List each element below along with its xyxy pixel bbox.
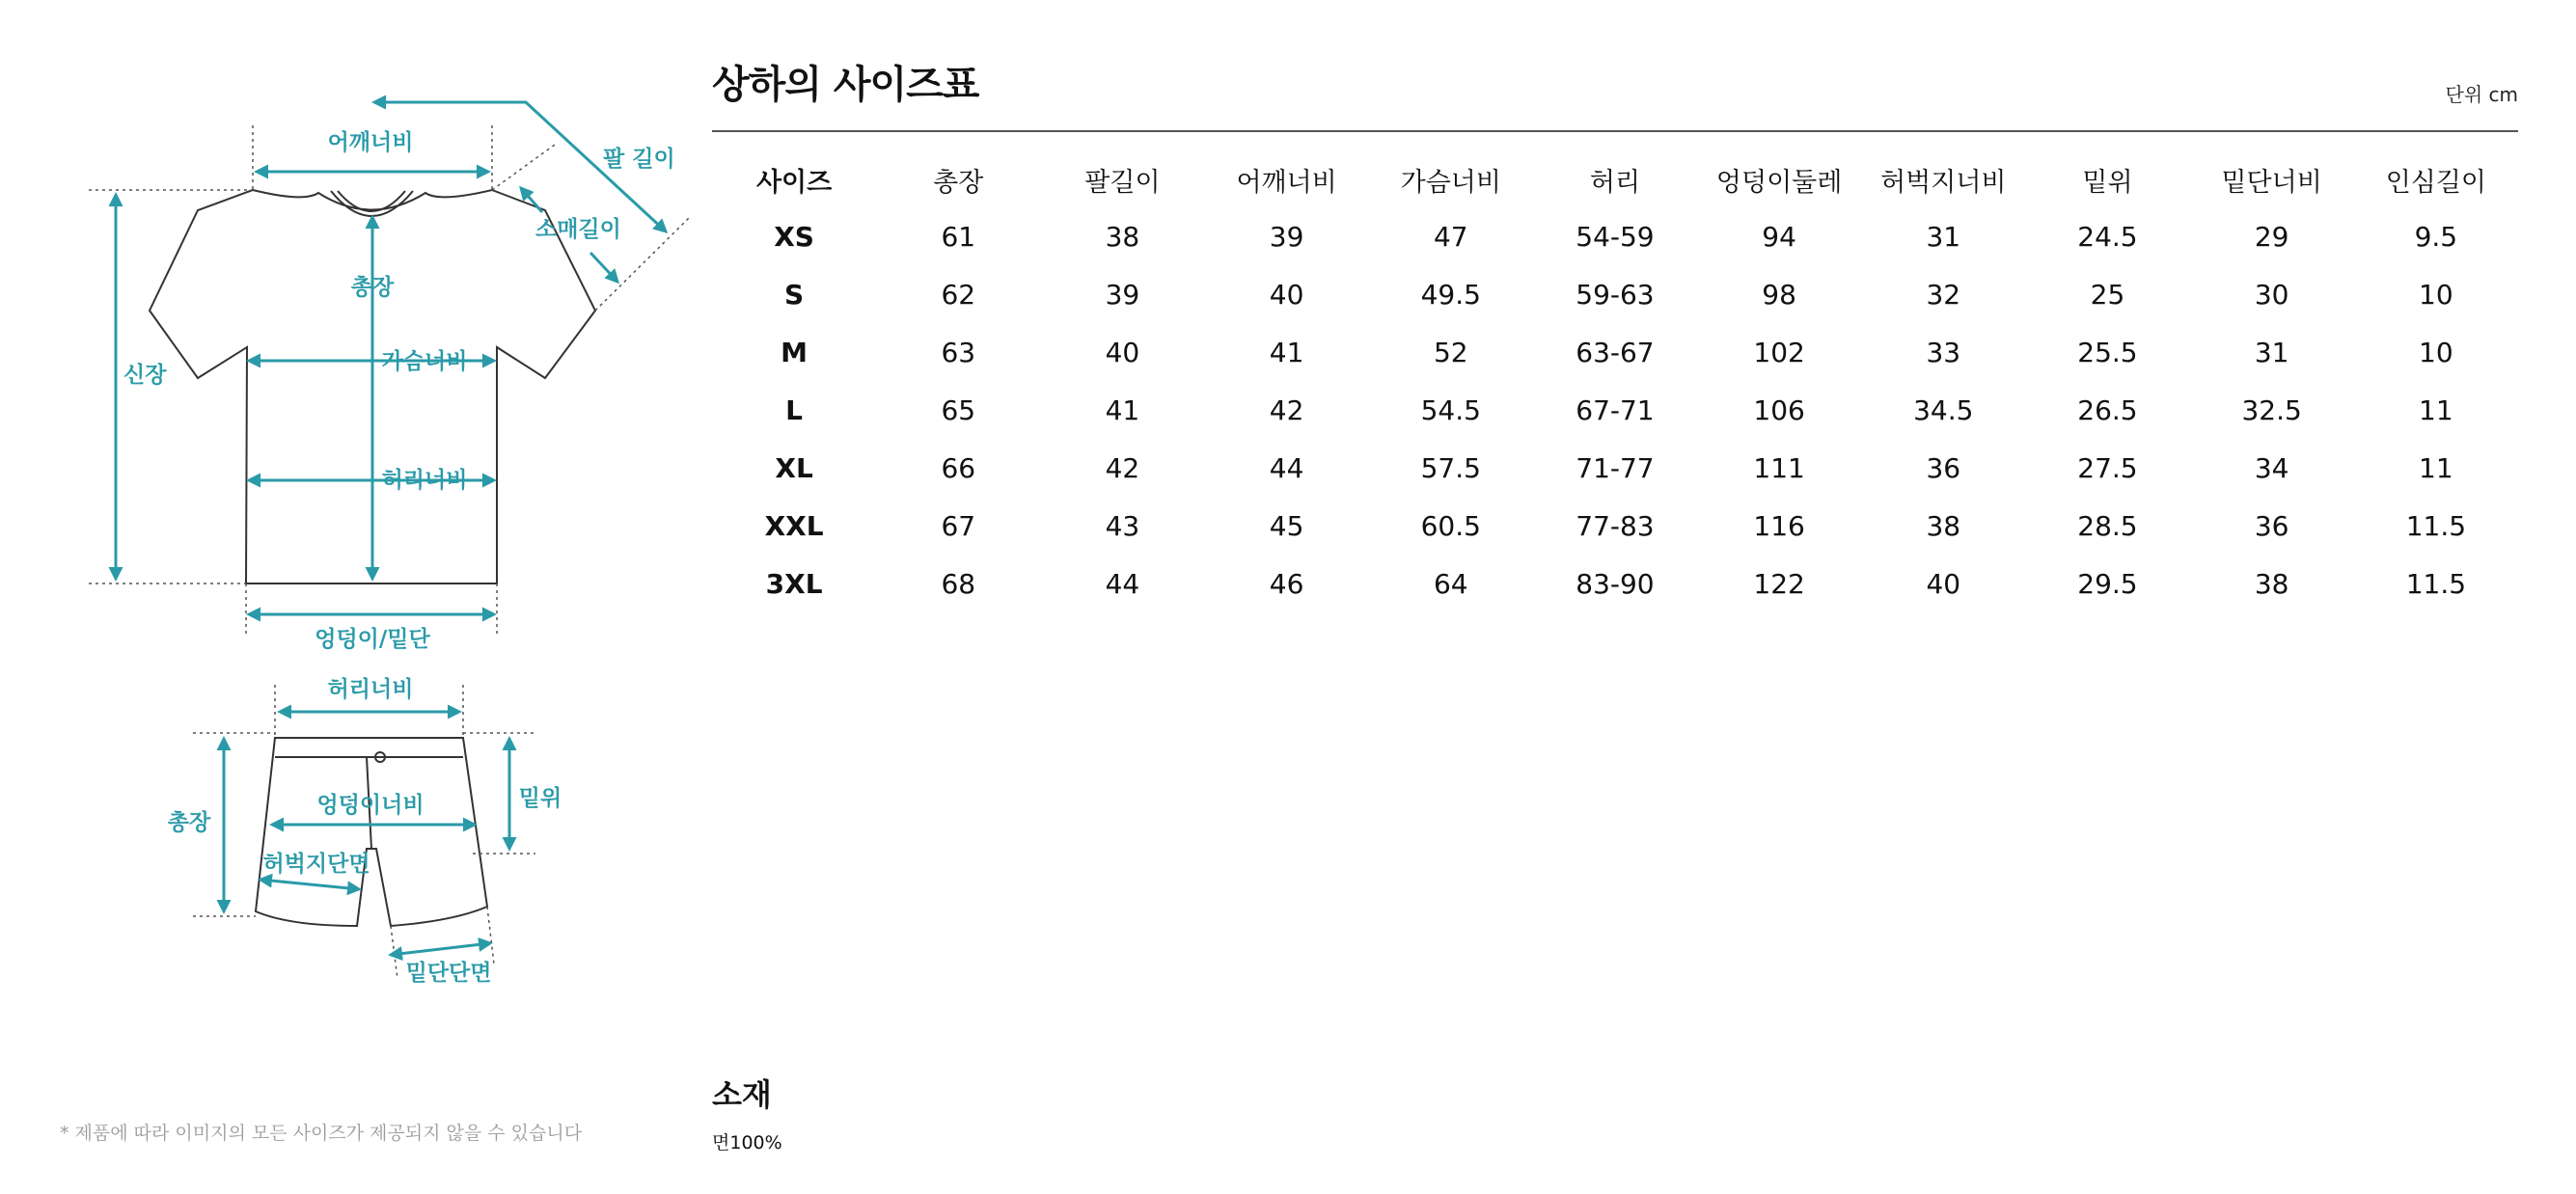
label-pants-waist: 허리너비 — [327, 677, 414, 702]
column-header: 인심길이 — [2385, 167, 2487, 198]
table-cell: 71-77 — [1576, 451, 1655, 484]
size-diagram — [0, 0, 704, 1194]
table-cell: 49.5 — [1420, 278, 1481, 311]
table-cell: 67-71 — [1576, 393, 1655, 426]
shorts-outline — [256, 738, 487, 926]
size-label-cell: M — [781, 336, 808, 368]
table-cell: 106 — [1753, 393, 1805, 426]
table-cell: 38 — [2254, 567, 2289, 600]
table-cell: 42 — [1105, 451, 1140, 484]
table-cell: 68 — [941, 567, 976, 600]
table-row — [712, 381, 2518, 439]
table-cell: 34.5 — [1913, 393, 1974, 426]
table-cell: 67 — [941, 509, 976, 542]
label-waist: 허리너비 — [381, 468, 468, 493]
table-cell: 11 — [2419, 451, 2453, 484]
table-cell: 39 — [1105, 278, 1140, 311]
column-header: 팔길이 — [1084, 167, 1161, 198]
table-cell: 38 — [1105, 220, 1140, 253]
column-header: 엉덩이둘레 — [1715, 167, 1843, 198]
table-cell: 94 — [1762, 220, 1796, 253]
unit-label: 단위 cm — [2445, 83, 2518, 106]
table-cell: 63-67 — [1576, 336, 1655, 368]
table-cell: 11 — [2419, 393, 2453, 426]
size-label-cell: S — [784, 278, 805, 311]
table-cell: 102 — [1753, 336, 1805, 368]
table-cell: 25 — [2090, 278, 2125, 311]
table-cell: 39 — [1269, 220, 1304, 253]
table-cell: 42 — [1269, 393, 1304, 426]
table-cell: 52 — [1433, 336, 1468, 368]
size-chart-header — [712, 54, 2518, 132]
label-length: 총장 — [350, 275, 395, 300]
column-header: 사이즈 — [755, 167, 833, 198]
table-cell: 64 — [1433, 567, 1468, 600]
table-cell: 122 — [1753, 567, 1805, 600]
table-cell: 34 — [2254, 451, 2289, 484]
table-cell: 65 — [941, 393, 976, 426]
label-chest: 가슴너비 — [381, 349, 468, 374]
size-chart-section — [712, 54, 2518, 612]
table-cell: 66 — [941, 451, 976, 484]
table-row — [712, 323, 2518, 381]
table-cell: 46 — [1269, 567, 1304, 600]
table-cell: 25.5 — [2077, 336, 2138, 368]
table-cell: 62 — [941, 278, 976, 311]
garment-illustration — [0, 0, 704, 1061]
table-cell: 29.5 — [2077, 567, 2138, 600]
table-cell: 41 — [1105, 393, 1140, 426]
table-cell: 116 — [1753, 509, 1805, 542]
table-cell: 98 — [1762, 278, 1796, 311]
label-pants-length: 총장 — [167, 810, 211, 835]
table-cell: 63 — [941, 336, 976, 368]
table-cell: 10 — [2419, 336, 2453, 368]
column-header: 가슴너비 — [1400, 167, 1501, 198]
label-thigh: 허벅지단면 — [262, 852, 370, 877]
table-cell: 40 — [1269, 278, 1304, 311]
table-row — [712, 555, 2518, 612]
label-leg-opening: 밑단단면 — [405, 961, 492, 986]
size-label-cell: 3XL — [765, 567, 823, 600]
table-cell: 40 — [1105, 336, 1140, 368]
material-value: 면100% — [712, 1132, 782, 1153]
size-label-cell: XS — [774, 220, 814, 253]
column-header: 밑단너비 — [2221, 167, 2322, 198]
table-row — [712, 497, 2518, 555]
column-header: 허리 — [1589, 167, 1641, 198]
table-cell: 54.5 — [1420, 393, 1481, 426]
material-section — [712, 1071, 782, 1154]
table-cell: 11.5 — [2405, 509, 2467, 542]
table-cell: 29 — [2254, 220, 2289, 253]
size-table — [712, 151, 2518, 612]
table-cell: 32 — [1926, 278, 1961, 311]
label-hip: 엉덩이너비 — [316, 793, 425, 818]
table-cell: 38 — [1926, 509, 1961, 542]
table-cell: 24.5 — [2077, 220, 2138, 253]
table-cell: 44 — [1269, 451, 1304, 484]
table-cell: 57.5 — [1420, 451, 1481, 484]
table-header-row — [712, 151, 2518, 207]
table-cell: 33 — [1926, 336, 1961, 368]
size-label-cell: L — [785, 393, 803, 426]
table-cell: 27.5 — [2077, 451, 2138, 484]
table-cell: 36 — [2254, 509, 2289, 542]
table-cell: 31 — [2254, 336, 2289, 368]
table-cell: 41 — [1269, 336, 1304, 368]
table-cell: 28.5 — [2077, 509, 2138, 542]
table-cell: 54-59 — [1576, 220, 1655, 253]
table-cell: 61 — [941, 220, 976, 253]
table-cell: 40 — [1926, 567, 1961, 600]
table-cell: 60.5 — [1420, 509, 1481, 542]
footnote: * 제품에 따라 이미지의 모든 사이즈가 제공되지 않을 수 있습니다 — [60, 1123, 583, 1144]
table-cell: 9.5 — [2414, 220, 2458, 253]
table-cell: 45 — [1269, 509, 1304, 542]
table-cell: 26.5 — [2077, 393, 2138, 426]
column-header: 어깨너비 — [1236, 167, 1337, 198]
table-cell: 30 — [2254, 278, 2289, 311]
label-hem: 엉덩이/밑단 — [315, 627, 430, 652]
column-header: 밑위 — [2082, 167, 2133, 198]
table-cell: 43 — [1105, 509, 1140, 542]
label-height: 신장 — [123, 363, 167, 388]
table-cell: 44 — [1105, 567, 1140, 600]
table-row — [712, 207, 2518, 265]
size-label-cell: XXL — [764, 509, 824, 542]
table-cell: 36 — [1926, 451, 1961, 484]
table-cell: 47 — [1433, 220, 1468, 253]
label-shoulder: 어깨너비 — [327, 130, 414, 155]
table-row — [712, 265, 2518, 323]
column-header: 총장 — [933, 167, 984, 198]
table-cell: 83-90 — [1576, 567, 1655, 600]
table-cell: 111 — [1753, 451, 1805, 484]
table-cell: 10 — [2419, 278, 2453, 311]
table-cell: 59-63 — [1576, 278, 1655, 311]
table-body — [712, 207, 2518, 612]
table-cell: 11.5 — [2405, 567, 2467, 600]
table-cell: 77-83 — [1576, 509, 1655, 542]
label-sleeve: 팔 길이 — [603, 147, 675, 172]
table-row — [712, 439, 2518, 497]
label-cuff: 소매길이 — [535, 217, 621, 242]
column-header: 허벅지너비 — [1880, 167, 2007, 198]
size-chart-title: 상하의 사이즈표 — [712, 63, 979, 107]
material-title: 소재 — [712, 1076, 772, 1113]
table-cell: 31 — [1926, 220, 1961, 253]
size-label-cell: XL — [775, 451, 813, 484]
label-rise: 밑위 — [518, 786, 562, 811]
table-cell: 32.5 — [2241, 393, 2302, 426]
